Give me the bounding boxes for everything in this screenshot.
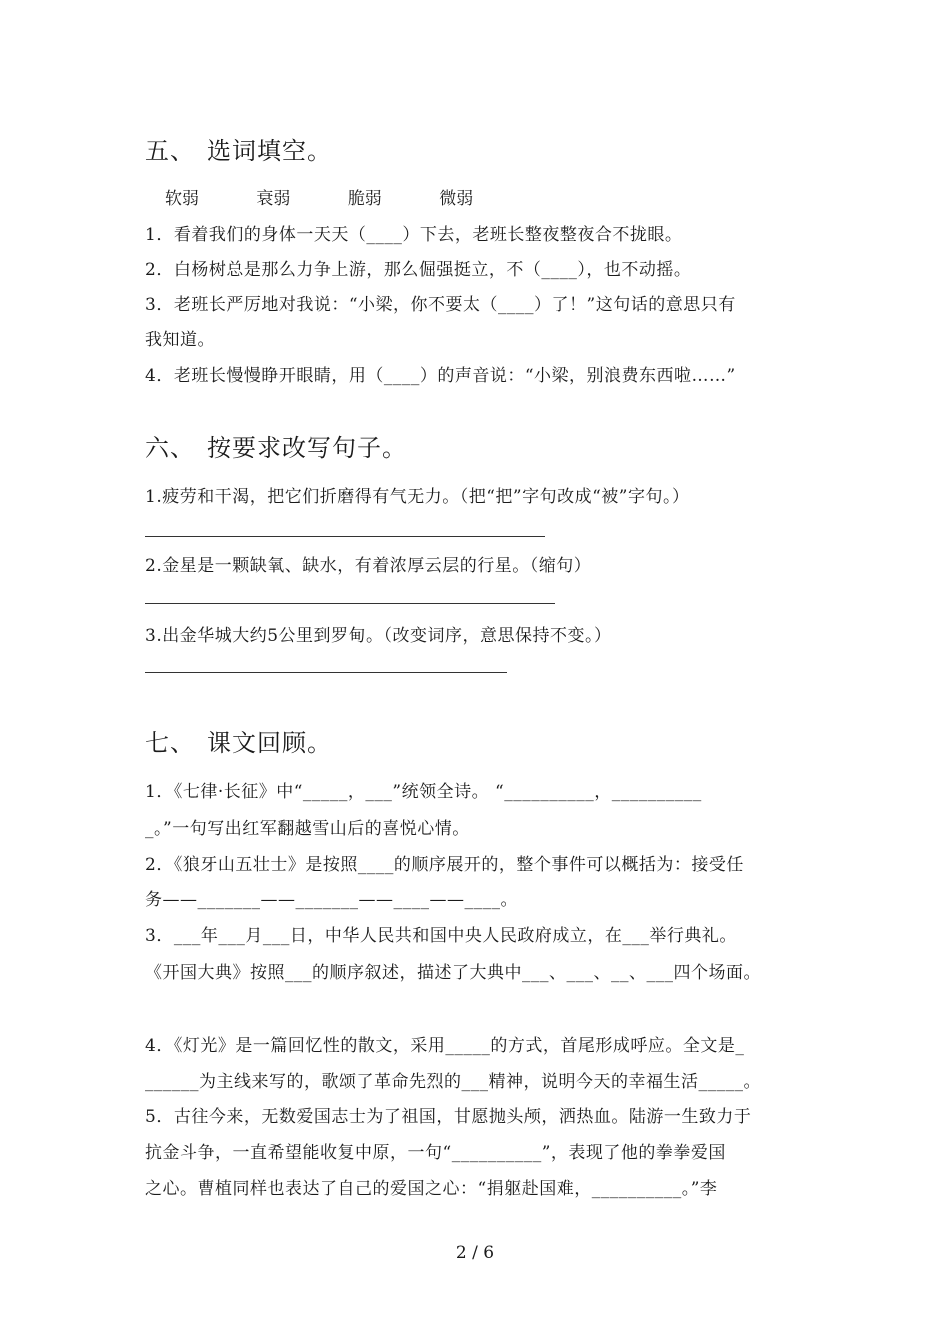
word-bank-item: 脆弱 bbox=[347, 189, 382, 209]
section-6-item-3: 3.出金华城大约5公里到罗甸。（改变词序，意思保持不变。） bbox=[145, 626, 612, 646]
section-7-number: 七、 bbox=[145, 729, 195, 757]
section-5-question-3: 3．老班长严厉地对我说：“小梁，你不要太（____）了！”这句话的意思只有 bbox=[145, 295, 736, 315]
section-5-question-3-cont: 我知道。 bbox=[145, 330, 215, 350]
section-5-title: 选词填空。 bbox=[207, 137, 332, 165]
section-7-line: 务——_______——_______——____——____。 bbox=[145, 890, 518, 910]
section-7-line: ______为主线来写的，歌颂了革命先烈的___精神，说明今天的幸福生活_____。 bbox=[145, 1072, 761, 1092]
section-7-line: 《开国大典》按照___的顺序叙述，描述了大典中___、___、__、___四个场面。 bbox=[145, 963, 761, 983]
section-7-line: 5．古往今来，无数爱国志士为了祖国，甘愿抛头颅，洒热血。陆游一生致力于 bbox=[145, 1107, 752, 1127]
section-7-line: 1．《七律·长征》中“_____，___”统领全诗。 “__________，__________ bbox=[145, 782, 702, 802]
word-bank-item: 衰弱 bbox=[256, 189, 291, 209]
section-6-number: 六、 bbox=[145, 434, 195, 462]
word-bank-item: 微弱 bbox=[439, 189, 474, 209]
section-7-line: 之心。曹植同样也表达了自己的爱国之心：“捐躯赴国难，__________。”李 bbox=[145, 1179, 718, 1199]
section-7-title: 课文回顾。 bbox=[207, 729, 332, 757]
section-6-title: 按要求改写句子。 bbox=[207, 434, 407, 462]
section-7-line: 3．___年___月___日，中华人民共和国中央人民政府成立，在___举行典礼。 bbox=[145, 926, 737, 946]
section-7-line: 4．《灯光》是一篇回忆性的散文，采用_____的方式，首尾形成呼应。全文是_ bbox=[145, 1036, 745, 1056]
word-bank bbox=[165, 184, 525, 209]
answer-line[interactable] bbox=[145, 603, 555, 604]
section-5-number: 五、 bbox=[145, 137, 195, 165]
section-5-question-1: 1．看着我们的身体一天天（____）下去，老班长整夜整夜合不拢眼。 bbox=[145, 225, 683, 245]
section-7-line: 抗金斗争，一直希望能收复中原，一句“__________”，表现了他的拳拳爱国 bbox=[145, 1143, 726, 1163]
section-7-heading bbox=[145, 723, 332, 758]
section-7-line: 2．《狼牙山五壮士》是按照____的顺序展开的，整个事件可以概括为：接受任 bbox=[145, 855, 744, 875]
section-5-question-2: 2．白杨树总是那么力争上游，那么倔强挺立，不（____），也不动摇。 bbox=[145, 260, 692, 280]
section-6-item-2: 2.金星是一颗缺氧、缺水，有着浓厚云层的行星。（缩句） bbox=[145, 556, 592, 576]
section-6-item-1: 1.疲劳和干渴，把它们折磨得有气无力。（把“把”字句改成“被”字句。） bbox=[145, 487, 690, 507]
section-7-line: _。”一句写出红军翻越雪山后的喜悦心情。 bbox=[145, 819, 470, 839]
answer-line[interactable] bbox=[145, 536, 545, 537]
page-number: 2 / 6 bbox=[455, 1243, 495, 1263]
word-bank-item: 软弱 bbox=[165, 189, 199, 209]
section-5-question-4: 4．老班长慢慢睁开眼睛，用（____）的声音说：“小梁，别浪费东西啦……” bbox=[145, 366, 736, 386]
section-5-heading bbox=[145, 131, 332, 166]
section-6-heading bbox=[145, 428, 407, 463]
answer-line[interactable] bbox=[145, 672, 507, 673]
